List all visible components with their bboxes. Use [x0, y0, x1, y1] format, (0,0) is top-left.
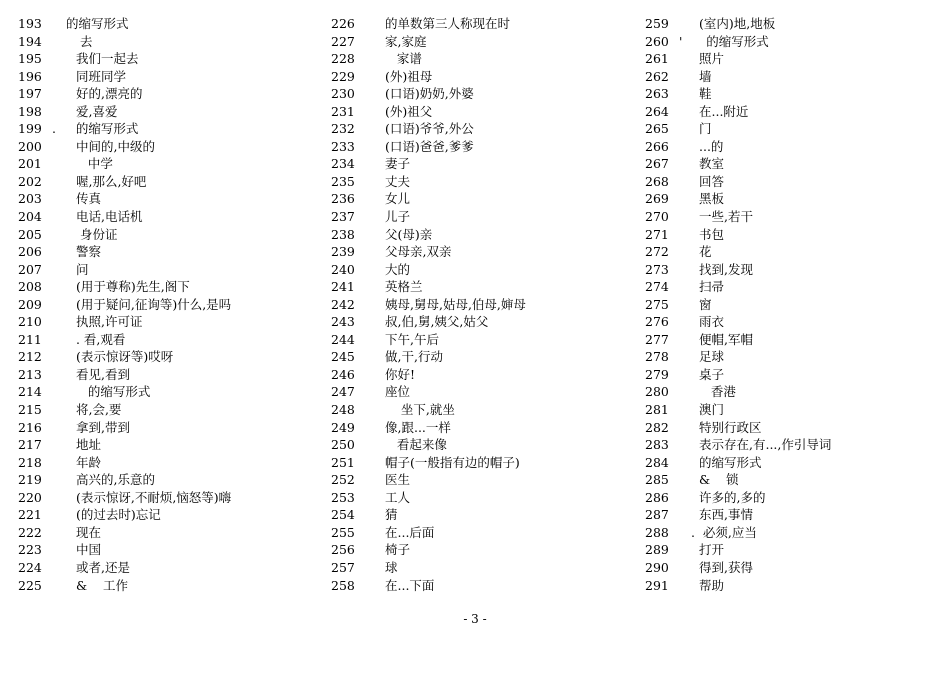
entry-meaning: 中学 [72, 156, 113, 172]
entry-meaning: 特别行政区 [699, 419, 762, 435]
entry-meaning: 家谱 [385, 51, 422, 67]
entry-number: 260 [645, 33, 669, 49]
entry-meaning: 像,跟...一样 [385, 419, 451, 435]
entry-meaning: 扫帚 [699, 279, 725, 295]
entry-meaning: 警察 [72, 244, 101, 260]
entry-meaning: 澳门 [699, 402, 725, 418]
entry-number: 239 [331, 244, 355, 260]
entry-number: 236 [331, 191, 355, 207]
entry-meaning: 喔,那么,好吧 [72, 173, 147, 189]
entry-meaning: 医生 [385, 472, 411, 488]
entry-number: 241 [331, 279, 355, 295]
entry-number: 282 [645, 419, 669, 435]
entry-number: 268 [645, 173, 669, 189]
entry-number: 255 [331, 524, 355, 540]
entry-meaning: 中间的,中级的 [72, 138, 155, 154]
entry-meaning: 便帽,军帽 [699, 331, 753, 347]
entry-meaning: 足球 [699, 349, 725, 365]
entry-number: 256 [331, 542, 355, 558]
entry-meaning: 同班同学 [72, 68, 126, 84]
entry-meaning: 我们一起去 [72, 51, 139, 67]
entry-number: 267 [645, 156, 669, 172]
entry-number: 209 [18, 296, 42, 312]
entry-meaning: 回答 [699, 173, 725, 189]
entry-number: 230 [331, 86, 355, 102]
entry-meaning: 在...下面 [385, 577, 435, 593]
entry-meaning: 妻子 [385, 156, 411, 172]
entry-number: 279 [645, 366, 669, 382]
entry-meaning: 女儿 [385, 191, 411, 207]
entry-meaning: ...的 [699, 138, 724, 154]
entry-meaning: (表示惊讶,不耐烦,恼怒等)嗨 [72, 489, 232, 505]
entry-meaning: 球 [385, 559, 398, 575]
entry-meaning: 问 [72, 261, 89, 277]
entry-number: 206 [18, 244, 42, 260]
entry-number: 202 [18, 173, 42, 189]
entry-number: 281 [645, 402, 669, 418]
entry-meaning: 高兴的,乐意的 [72, 472, 155, 488]
entry-meaning: 看见,看到 [72, 366, 130, 382]
entry-meaning: 中国 [72, 542, 101, 558]
entry-meaning: 的缩写形式 [699, 454, 762, 470]
entry-number: 207 [18, 261, 42, 277]
entry-meaning: & 工作 [72, 577, 128, 593]
entry-meaning: 墙 [699, 68, 712, 84]
entry-number: 240 [331, 261, 355, 277]
entry-meaning: (外)祖父 [385, 103, 433, 119]
entry-meaning: . 的缩写形式 [52, 121, 139, 137]
entry-meaning: 帽子(一般指有边的帽子) [385, 454, 520, 470]
entry-number: 253 [331, 489, 355, 505]
entry-number: 272 [645, 244, 669, 260]
entry-meaning: 东西,事情 [699, 507, 753, 523]
entry-meaning: 执照,许可证 [72, 314, 143, 330]
entry-meaning: 香港 [699, 384, 736, 400]
entry-meaning: 年龄 [72, 454, 101, 470]
entry-number: 201 [18, 156, 42, 172]
entry-meaning: (的过去时)忘记 [72, 507, 161, 523]
entry-meaning: . 看,观看 [72, 331, 126, 347]
entry-meaning: (表示惊讶等)哎呀 [72, 349, 174, 365]
entry-number: 290 [645, 559, 669, 575]
entry-meaning: 桌子 [699, 366, 725, 382]
entry-number: 265 [645, 121, 669, 137]
entry-meaning: 许多的,多的 [699, 489, 766, 505]
entry-meaning: 将,会,要 [72, 402, 122, 418]
entry-number: 248 [331, 402, 355, 418]
entry-meaning: 在...附近 [699, 103, 749, 119]
entry-number: 273 [645, 261, 669, 277]
entry-meaning: 坐下,就坐 [385, 402, 455, 418]
entry-number: 221 [18, 507, 42, 523]
entry-meaning: 姨母,舅母,姑母,伯母,婶母 [385, 296, 526, 312]
entry-number: 277 [645, 331, 669, 347]
entry-number: 208 [18, 279, 42, 295]
entry-number: 288 [645, 524, 669, 540]
entry-meaning: 在...后面 [385, 524, 435, 540]
entry-number: 212 [18, 349, 42, 365]
entry-meaning: 找到,发现 [699, 261, 753, 277]
entry-meaning: 得到,获得 [699, 559, 753, 575]
entry-meaning: 猜 [385, 507, 398, 523]
entry-number: 225 [18, 577, 42, 593]
entry-number: 218 [18, 454, 42, 470]
entry-meaning: 表示存在,有...,作引导词 [699, 437, 832, 453]
entry-meaning: 下午,午后 [385, 331, 439, 347]
entry-number: 234 [331, 156, 355, 172]
entry-meaning: 的缩写形式 [66, 16, 129, 31]
entry-number: 203 [18, 191, 42, 207]
entry-meaning: 丈夫 [385, 173, 411, 189]
entry-meaning: 照片 [699, 51, 725, 67]
entry-meaning: 做,干,行动 [385, 349, 443, 365]
entry-meaning: (室内)地,地板 [699, 16, 776, 31]
entry-number: 286 [645, 489, 669, 505]
entry-meaning: 帮助 [699, 577, 725, 593]
entry-number: 271 [645, 226, 669, 242]
entry-number: 204 [18, 209, 42, 225]
entry-number: 262 [645, 68, 669, 84]
entry-meaning: 教室 [699, 156, 725, 172]
entry-number: 200 [18, 138, 42, 154]
entry-meaning: 去 [72, 33, 93, 49]
entry-meaning: 现在 [72, 524, 101, 540]
entry-number: 196 [18, 68, 42, 84]
entry-meaning: 座位 [385, 384, 411, 400]
entry-number: 222 [18, 524, 42, 540]
entry-number: 259 [645, 16, 669, 31]
entry-meaning: 看起来像 [385, 437, 447, 453]
entry-meaning: ' 的缩写形式 [679, 33, 769, 49]
entry-meaning: 书包 [699, 226, 725, 242]
entry-number: 249 [331, 419, 355, 435]
entry-meaning: (用于疑问,征询等)什么,是吗 [72, 296, 232, 312]
entry-number: 231 [331, 103, 355, 119]
entry-number: 278 [645, 349, 669, 365]
entry-number: 246 [331, 366, 355, 382]
entry-number: 232 [331, 121, 355, 137]
entry-meaning: . 必须,应当 [691, 524, 757, 540]
entry-meaning: 你好! [385, 366, 416, 382]
entry-number: 258 [331, 577, 355, 593]
entry-number: 252 [331, 472, 355, 488]
entry-meaning: 门 [699, 121, 712, 137]
entry-number: 287 [645, 507, 669, 523]
entry-meaning: 英格兰 [385, 279, 423, 295]
entry-meaning: 花 [699, 244, 712, 260]
entry-meaning: 工人 [385, 489, 411, 505]
entry-meaning: 一些,若干 [699, 209, 753, 225]
entry-number: 261 [645, 51, 669, 67]
entry-meaning: 大的 [385, 261, 411, 277]
entry-meaning: & 锁 [699, 472, 739, 488]
entry-number: 269 [645, 191, 669, 207]
entry-number: 198 [18, 103, 42, 119]
entry-meaning: 儿子 [385, 209, 411, 225]
entry-meaning: 窗 [699, 296, 712, 312]
entry-number: 216 [18, 419, 42, 435]
entry-number: 224 [18, 559, 42, 575]
entry-number: 238 [331, 226, 355, 242]
entry-number: 280 [645, 384, 669, 400]
entry-number: 229 [331, 68, 355, 84]
entry-number: 254 [331, 507, 355, 523]
entry-number: 251 [331, 454, 355, 470]
entry-meaning: 或者,还是 [72, 559, 130, 575]
entry-number: 233 [331, 138, 355, 154]
entry-meaning: 爱,喜爱 [72, 103, 118, 119]
entry-meaning: 黑板 [699, 191, 725, 207]
entry-number: 237 [331, 209, 355, 225]
entry-number: 220 [18, 489, 42, 505]
entry-number: 247 [331, 384, 355, 400]
entry-meaning: 传真 [72, 191, 101, 207]
entry-number: 276 [645, 314, 669, 330]
entry-number: 214 [18, 384, 42, 400]
entry-number: 194 [18, 33, 42, 49]
entry-meaning: 好的,漂亮的 [72, 86, 143, 102]
entry-meaning: 鞋 [699, 86, 712, 102]
entry-meaning: 的单数第三人称现在时 [385, 16, 511, 31]
entry-meaning: (外)祖母 [385, 68, 433, 84]
entry-meaning: (口语)爸爸,爹爹 [385, 138, 474, 154]
entry-number: 226 [331, 16, 355, 31]
entry-number: 291 [645, 577, 669, 593]
entry-number: 264 [645, 103, 669, 119]
entry-number: 199 [18, 121, 42, 137]
entry-number: 244 [331, 331, 355, 347]
entry-number: 242 [331, 296, 355, 312]
entry-number: 215 [18, 402, 42, 418]
entry-meaning: 的缩写形式 [72, 384, 151, 400]
entry-number: 285 [645, 472, 669, 488]
entry-number: 219 [18, 472, 42, 488]
entry-number: 257 [331, 559, 355, 575]
entry-number: 213 [18, 366, 42, 382]
entry-number: 243 [331, 314, 355, 330]
page-number: - 3 - [463, 612, 487, 626]
entry-number: 227 [331, 33, 355, 49]
entry-number: 266 [645, 138, 669, 154]
entry-meaning: 椅子 [385, 542, 411, 558]
entry-meaning: (口语)爷爷,外公 [385, 121, 474, 137]
entry-meaning: 地址 [72, 437, 101, 453]
entry-number: 223 [18, 542, 42, 558]
entry-meaning: 父(母)亲 [385, 226, 433, 242]
entry-meaning: (口语)奶奶,外婆 [385, 86, 474, 102]
entry-number: 263 [645, 86, 669, 102]
entry-number: 228 [331, 51, 355, 67]
entry-meaning: (用于尊称)先生,阁下 [72, 279, 190, 295]
entry-meaning: 打开 [699, 542, 725, 558]
entry-number: 193 [18, 16, 42, 31]
entry-number: 275 [645, 296, 669, 312]
entry-meaning: 叔,伯,舅,姨父,姑父 [385, 314, 489, 330]
entry-meaning: 拿到,带到 [72, 419, 130, 435]
entry-number: 205 [18, 226, 42, 242]
entry-number: 195 [18, 51, 42, 67]
entry-number: 270 [645, 209, 669, 225]
entry-meaning: 父母亲,双亲 [385, 244, 452, 260]
entry-number: 289 [645, 542, 669, 558]
entry-number: 211 [18, 331, 42, 347]
entry-number: 245 [331, 349, 355, 365]
entry-meaning: 电话,电话机 [72, 209, 143, 225]
entry-number: 210 [18, 314, 42, 330]
entry-number: 235 [331, 173, 355, 189]
entry-number: 284 [645, 454, 669, 470]
entry-meaning: 家,家庭 [385, 33, 427, 49]
entry-number: 250 [331, 437, 355, 453]
entry-number: 274 [645, 279, 669, 295]
entry-number: 217 [18, 437, 42, 453]
entry-number: 283 [645, 437, 669, 453]
entry-number: 197 [18, 86, 42, 102]
entry-meaning: 身份证 [72, 226, 118, 242]
entry-meaning: 雨衣 [699, 314, 725, 330]
